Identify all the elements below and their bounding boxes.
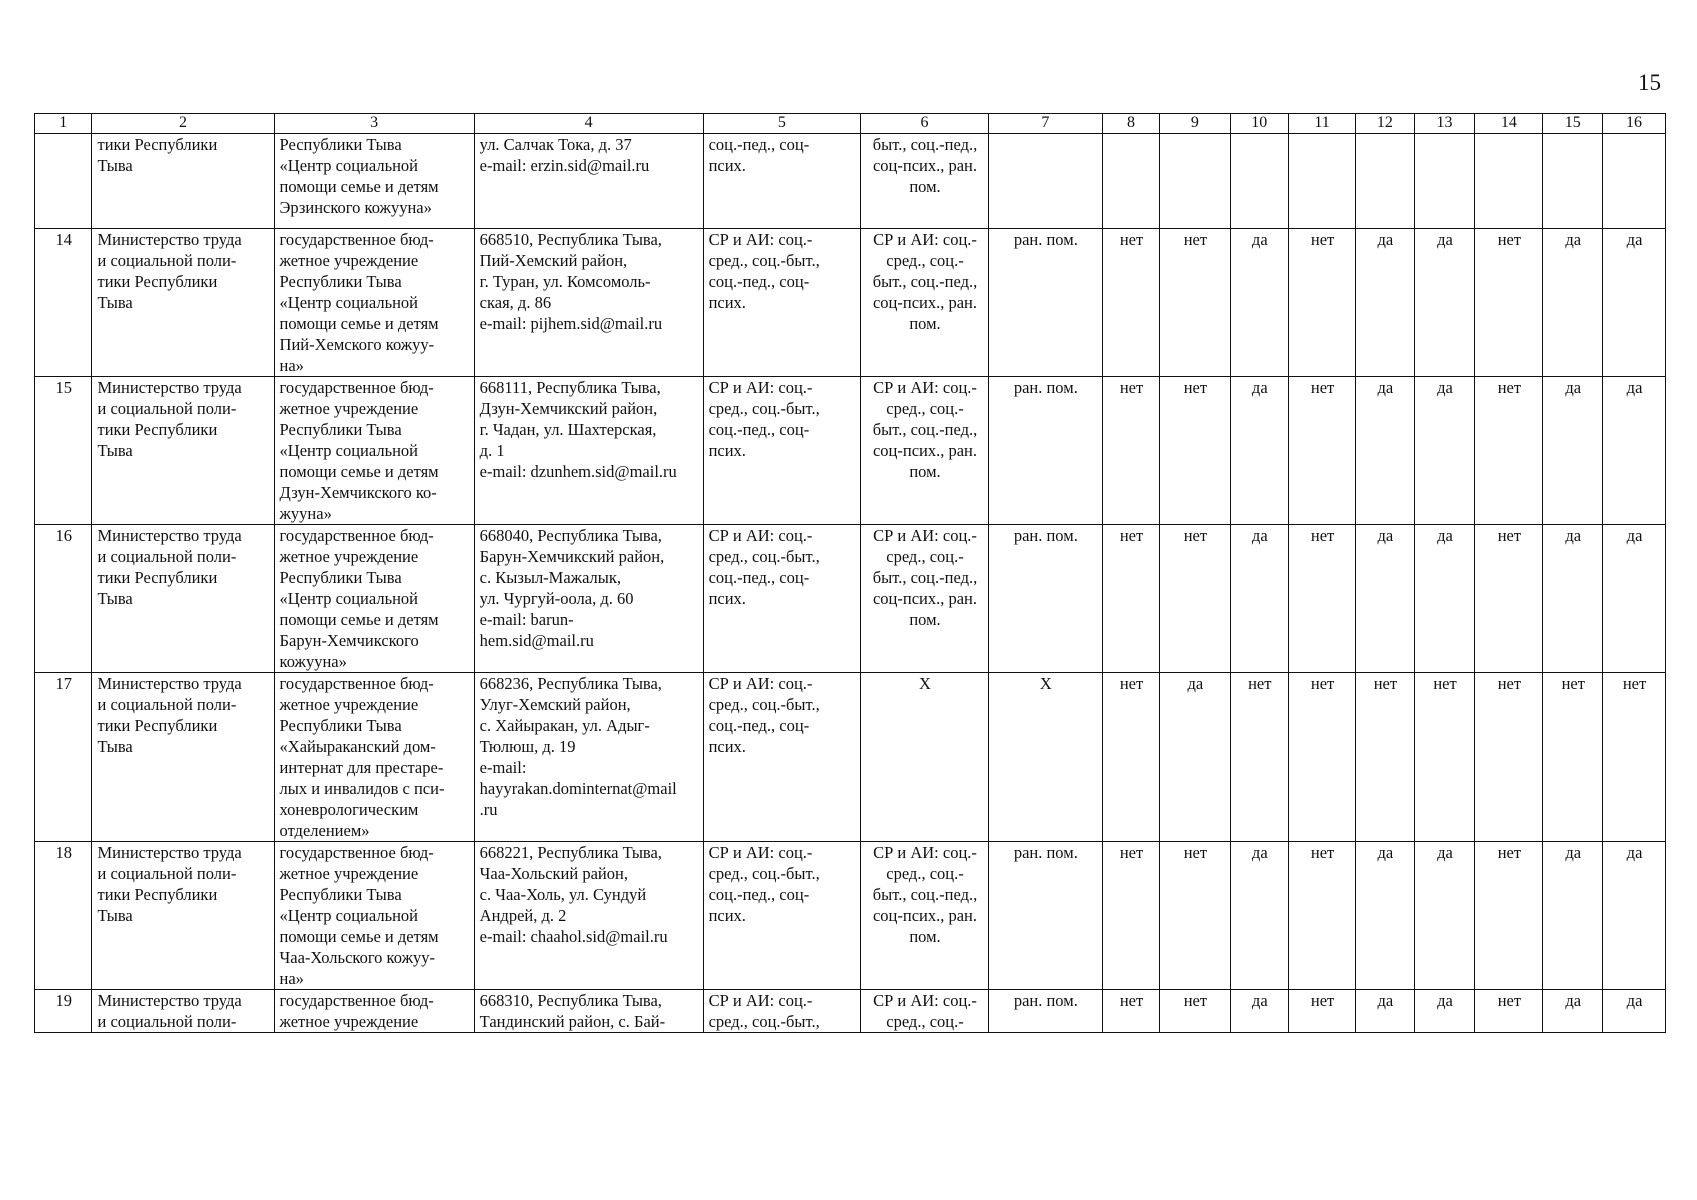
table-row xyxy=(35,134,1666,229)
column-number: 10 xyxy=(1230,114,1289,134)
flag-cell: да xyxy=(1356,377,1415,525)
column-number: 11 xyxy=(1289,114,1356,134)
flag-cell: да xyxy=(1603,229,1666,377)
flag-cell: да xyxy=(1230,990,1289,1033)
table-row xyxy=(35,377,1666,525)
address-cell: 668236, Республика Тыва, Улуг-Хемский район, с. Хайыракан, ул. Адыг- Тюлюш, д. 19 e-mail: hayyrakan.dominternat@mail .ru xyxy=(474,673,703,842)
institution-cell: Республики Тыва «Центр социальной помощи семье и детям Эрзинского кожууна» xyxy=(274,134,474,229)
services-urgent-cell: ран. пом. xyxy=(988,842,1102,990)
flag-cell: нет xyxy=(1289,525,1356,673)
flag-cell: да xyxy=(1414,842,1475,990)
flag-cell: нет xyxy=(1289,229,1356,377)
table-row xyxy=(35,525,1666,673)
services-urgent-cell: ран. пом. xyxy=(988,229,1102,377)
founder-cell: Министерство труда и социальной поли- тики Республики Тыва xyxy=(92,377,274,525)
row-number: 15 xyxy=(35,377,92,525)
services-urgent-cell: ран. пом. xyxy=(988,377,1102,525)
flag-cell: нет xyxy=(1102,377,1159,525)
row-number: 14 xyxy=(35,229,92,377)
flag-cell: да xyxy=(1543,377,1603,525)
institution-cell: государственное бюд- жетное учреждение xyxy=(274,990,474,1033)
flag-cell: да xyxy=(1356,525,1415,673)
address-cell: ул. Салчак Тока, д. 37 e-mail: erzin.sid@mail.ru xyxy=(474,134,703,229)
column-number-row xyxy=(35,114,1666,134)
flag-cell: нет xyxy=(1475,229,1543,377)
row-number: 19 xyxy=(35,990,92,1033)
flag-cell: да xyxy=(1160,673,1230,842)
flag-cell: нет xyxy=(1356,673,1415,842)
flag-cell: нет xyxy=(1475,842,1543,990)
flag-cell: да xyxy=(1414,990,1475,1033)
column-number: 14 xyxy=(1475,114,1543,134)
services-home-cell: СР и АИ: соц.- сред., соц.-быт., соц.-пед., соц- псих. xyxy=(703,525,861,673)
flag-cell: да xyxy=(1356,842,1415,990)
flag-cell: да xyxy=(1603,842,1666,990)
founder-cell: Министерство труда и социальной поли- тики Республики Тыва xyxy=(92,229,274,377)
founder-cell: Министерство труда и социальной поли- тики Республики Тыва xyxy=(92,842,274,990)
services-home-cell: СР и АИ: соц.- сред., соц.-быт., соц.-пед., соц- псих. xyxy=(703,229,861,377)
flag-cell: да xyxy=(1603,377,1666,525)
column-number: 12 xyxy=(1356,114,1415,134)
flag-cell: нет xyxy=(1102,673,1159,842)
services-urgent-cell: ран. пом. xyxy=(988,525,1102,673)
services-home-cell: соц.-пед., соц- псих. xyxy=(703,134,861,229)
flag-cell xyxy=(1475,134,1543,229)
flag-cell: да xyxy=(1230,229,1289,377)
column-number: 13 xyxy=(1414,114,1475,134)
flag-cell: да xyxy=(1356,229,1415,377)
flag-cell: нет xyxy=(1289,673,1356,842)
services-home-cell: СР и АИ: соц.- сред., соц.-быт., xyxy=(703,990,861,1033)
flag-cell xyxy=(1102,134,1159,229)
column-number: 6 xyxy=(861,114,989,134)
flag-cell: нет xyxy=(1102,990,1159,1033)
flag-cell: да xyxy=(1230,377,1289,525)
services-home-cell: СР и АИ: соц.- сред., соц.-быт., соц.-пед., соц- псих. xyxy=(703,842,861,990)
flag-cell: да xyxy=(1603,525,1666,673)
flag-cell: нет xyxy=(1414,673,1475,842)
page-number: 15 xyxy=(1638,70,1661,95)
column-number: 16 xyxy=(1603,114,1666,134)
flag-cell xyxy=(1603,134,1666,229)
address-cell: 668310, Республика Тыва, Тандинский район, с. Бай- xyxy=(474,990,703,1033)
flag-cell: нет xyxy=(1102,229,1159,377)
services-semi-cell: СР и АИ: соц.- сред., соц.- быт., соц.-пед., соц-псих., ран. пом. xyxy=(861,842,989,990)
flag-cell xyxy=(1543,134,1603,229)
flag-cell xyxy=(1289,134,1356,229)
services-semi-cell: быт., соц.-пед., соц-псих., ран. пом. xyxy=(861,134,989,229)
column-number: 7 xyxy=(988,114,1102,134)
founder-cell: Министерство труда и социальной поли- тики Республики Тыва xyxy=(92,673,274,842)
row-number: 17 xyxy=(35,673,92,842)
address-cell: 668221, Республика Тыва, Чаа-Хольский район, с. Чаа-Холь, ул. Сундуй Андрей, д. 2 e-mail: chaahol.sid@mail.ru xyxy=(474,842,703,990)
column-number: 5 xyxy=(703,114,861,134)
column-number: 9 xyxy=(1160,114,1230,134)
column-number: 1 xyxy=(35,114,92,134)
flag-cell: нет xyxy=(1475,525,1543,673)
flag-cell: да xyxy=(1230,525,1289,673)
flag-cell: нет xyxy=(1160,525,1230,673)
founder-cell: Министерство труда и социальной поли- xyxy=(92,990,274,1033)
services-semi-cell: СР и АИ: соц.- сред., соц.- быт., соц.-пед., соц-псих., ран. пом. xyxy=(861,525,989,673)
address-cell: 668510, Республика Тыва, Пий-Хемский район, г. Туран, ул. Комсомоль- ская, д. 86 e-mail: pijhem.sid@mail.ru xyxy=(474,229,703,377)
flag-cell: нет xyxy=(1603,673,1666,842)
address-cell: 668040, Республика Тыва, Барун-Хемчикский район, с. Кызыл-Мажалык, ул. Чургуй-оола, д. 60 e-mail: barun- hem.sid@mail.ru xyxy=(474,525,703,673)
institution-cell: государственное бюд- жетное учреждение Республики Тыва «Хайыраканский дом- интернат для престаре- лых и инвалидов с пси- хоневрологическим отделением» xyxy=(274,673,474,842)
address-cell: 668111, Республика Тыва, Дзун-Хемчикский район, г. Чадан, ул. Шахтерская, д. 1 e-mail: dzunhem.sid@mail.ru xyxy=(474,377,703,525)
flag-cell: да xyxy=(1543,842,1603,990)
services-semi-cell: Х xyxy=(861,673,989,842)
column-number: 3 xyxy=(274,114,474,134)
flag-cell: да xyxy=(1414,525,1475,673)
flag-cell xyxy=(1230,134,1289,229)
institution-cell: государственное бюд- жетное учреждение Республики Тыва «Центр социальной помощи семье и детям Пий-Хемского кожуу- на» xyxy=(274,229,474,377)
services-semi-cell: СР и АИ: соц.- сред., соц.- быт., соц.-пед., соц-псих., ран. пом. xyxy=(861,377,989,525)
flag-cell: да xyxy=(1543,525,1603,673)
flag-cell: нет xyxy=(1475,990,1543,1033)
table-row xyxy=(35,842,1666,990)
services-urgent-cell: Х xyxy=(988,673,1102,842)
row-number xyxy=(35,134,92,229)
flag-cell: да xyxy=(1543,990,1603,1033)
flag-cell: нет xyxy=(1230,673,1289,842)
flag-cell: да xyxy=(1356,990,1415,1033)
column-number: 2 xyxy=(92,114,274,134)
flag-cell xyxy=(1160,134,1230,229)
registry-table xyxy=(34,113,1666,1033)
column-number: 15 xyxy=(1543,114,1603,134)
flag-cell: да xyxy=(1414,377,1475,525)
flag-cell: нет xyxy=(1160,377,1230,525)
table-row xyxy=(35,229,1666,377)
flag-cell xyxy=(1356,134,1415,229)
flag-cell: нет xyxy=(1475,673,1543,842)
institution-cell: государственное бюд- жетное учреждение Республики Тыва «Центр социальной помощи семье и детям Дзун-Хемчикского ко- жууна» xyxy=(274,377,474,525)
flag-cell: нет xyxy=(1160,229,1230,377)
flag-cell: нет xyxy=(1543,673,1603,842)
flag-cell: да xyxy=(1414,229,1475,377)
column-number: 4 xyxy=(474,114,703,134)
services-home-cell: СР и АИ: соц.- сред., соц.-быт., соц.-пед., соц- псих. xyxy=(703,377,861,525)
flag-cell: нет xyxy=(1160,990,1230,1033)
institution-cell: государственное бюд- жетное учреждение Республики Тыва «Центр социальной помощи семье и детям Чаа-Хольского кожуу- на» xyxy=(274,842,474,990)
flag-cell: да xyxy=(1603,990,1666,1033)
services-urgent-cell xyxy=(988,134,1102,229)
services-semi-cell: СР и АИ: соц.- сред., соц.- быт., соц.-пед., соц-псих., ран. пом. xyxy=(861,229,989,377)
table-row xyxy=(35,990,1666,1033)
services-home-cell: СР и АИ: соц.- сред., соц.-быт., соц.-пед., соц- псих. xyxy=(703,673,861,842)
services-semi-cell: СР и АИ: соц.- сред., соц.- xyxy=(861,990,989,1033)
table-row xyxy=(35,673,1666,842)
founder-cell: Министерство труда и социальной поли- тики Республики Тыва xyxy=(92,525,274,673)
flag-cell: нет xyxy=(1160,842,1230,990)
institution-cell: государственное бюд- жетное учреждение Республики Тыва «Центр социальной помощи семье и детям Барун-Хемчикского кожууна» xyxy=(274,525,474,673)
services-urgent-cell: ран. пом. xyxy=(988,990,1102,1033)
flag-cell xyxy=(1414,134,1475,229)
flag-cell: нет xyxy=(1289,842,1356,990)
column-number: 8 xyxy=(1102,114,1159,134)
flag-cell: нет xyxy=(1102,525,1159,673)
row-number: 16 xyxy=(35,525,92,673)
flag-cell: нет xyxy=(1289,377,1356,525)
flag-cell: да xyxy=(1230,842,1289,990)
flag-cell: нет xyxy=(1475,377,1543,525)
flag-cell: да xyxy=(1543,229,1603,377)
flag-cell: нет xyxy=(1289,990,1356,1033)
flag-cell: нет xyxy=(1102,842,1159,990)
founder-cell: тики Республики Тыва xyxy=(92,134,274,229)
row-number: 18 xyxy=(35,842,92,990)
